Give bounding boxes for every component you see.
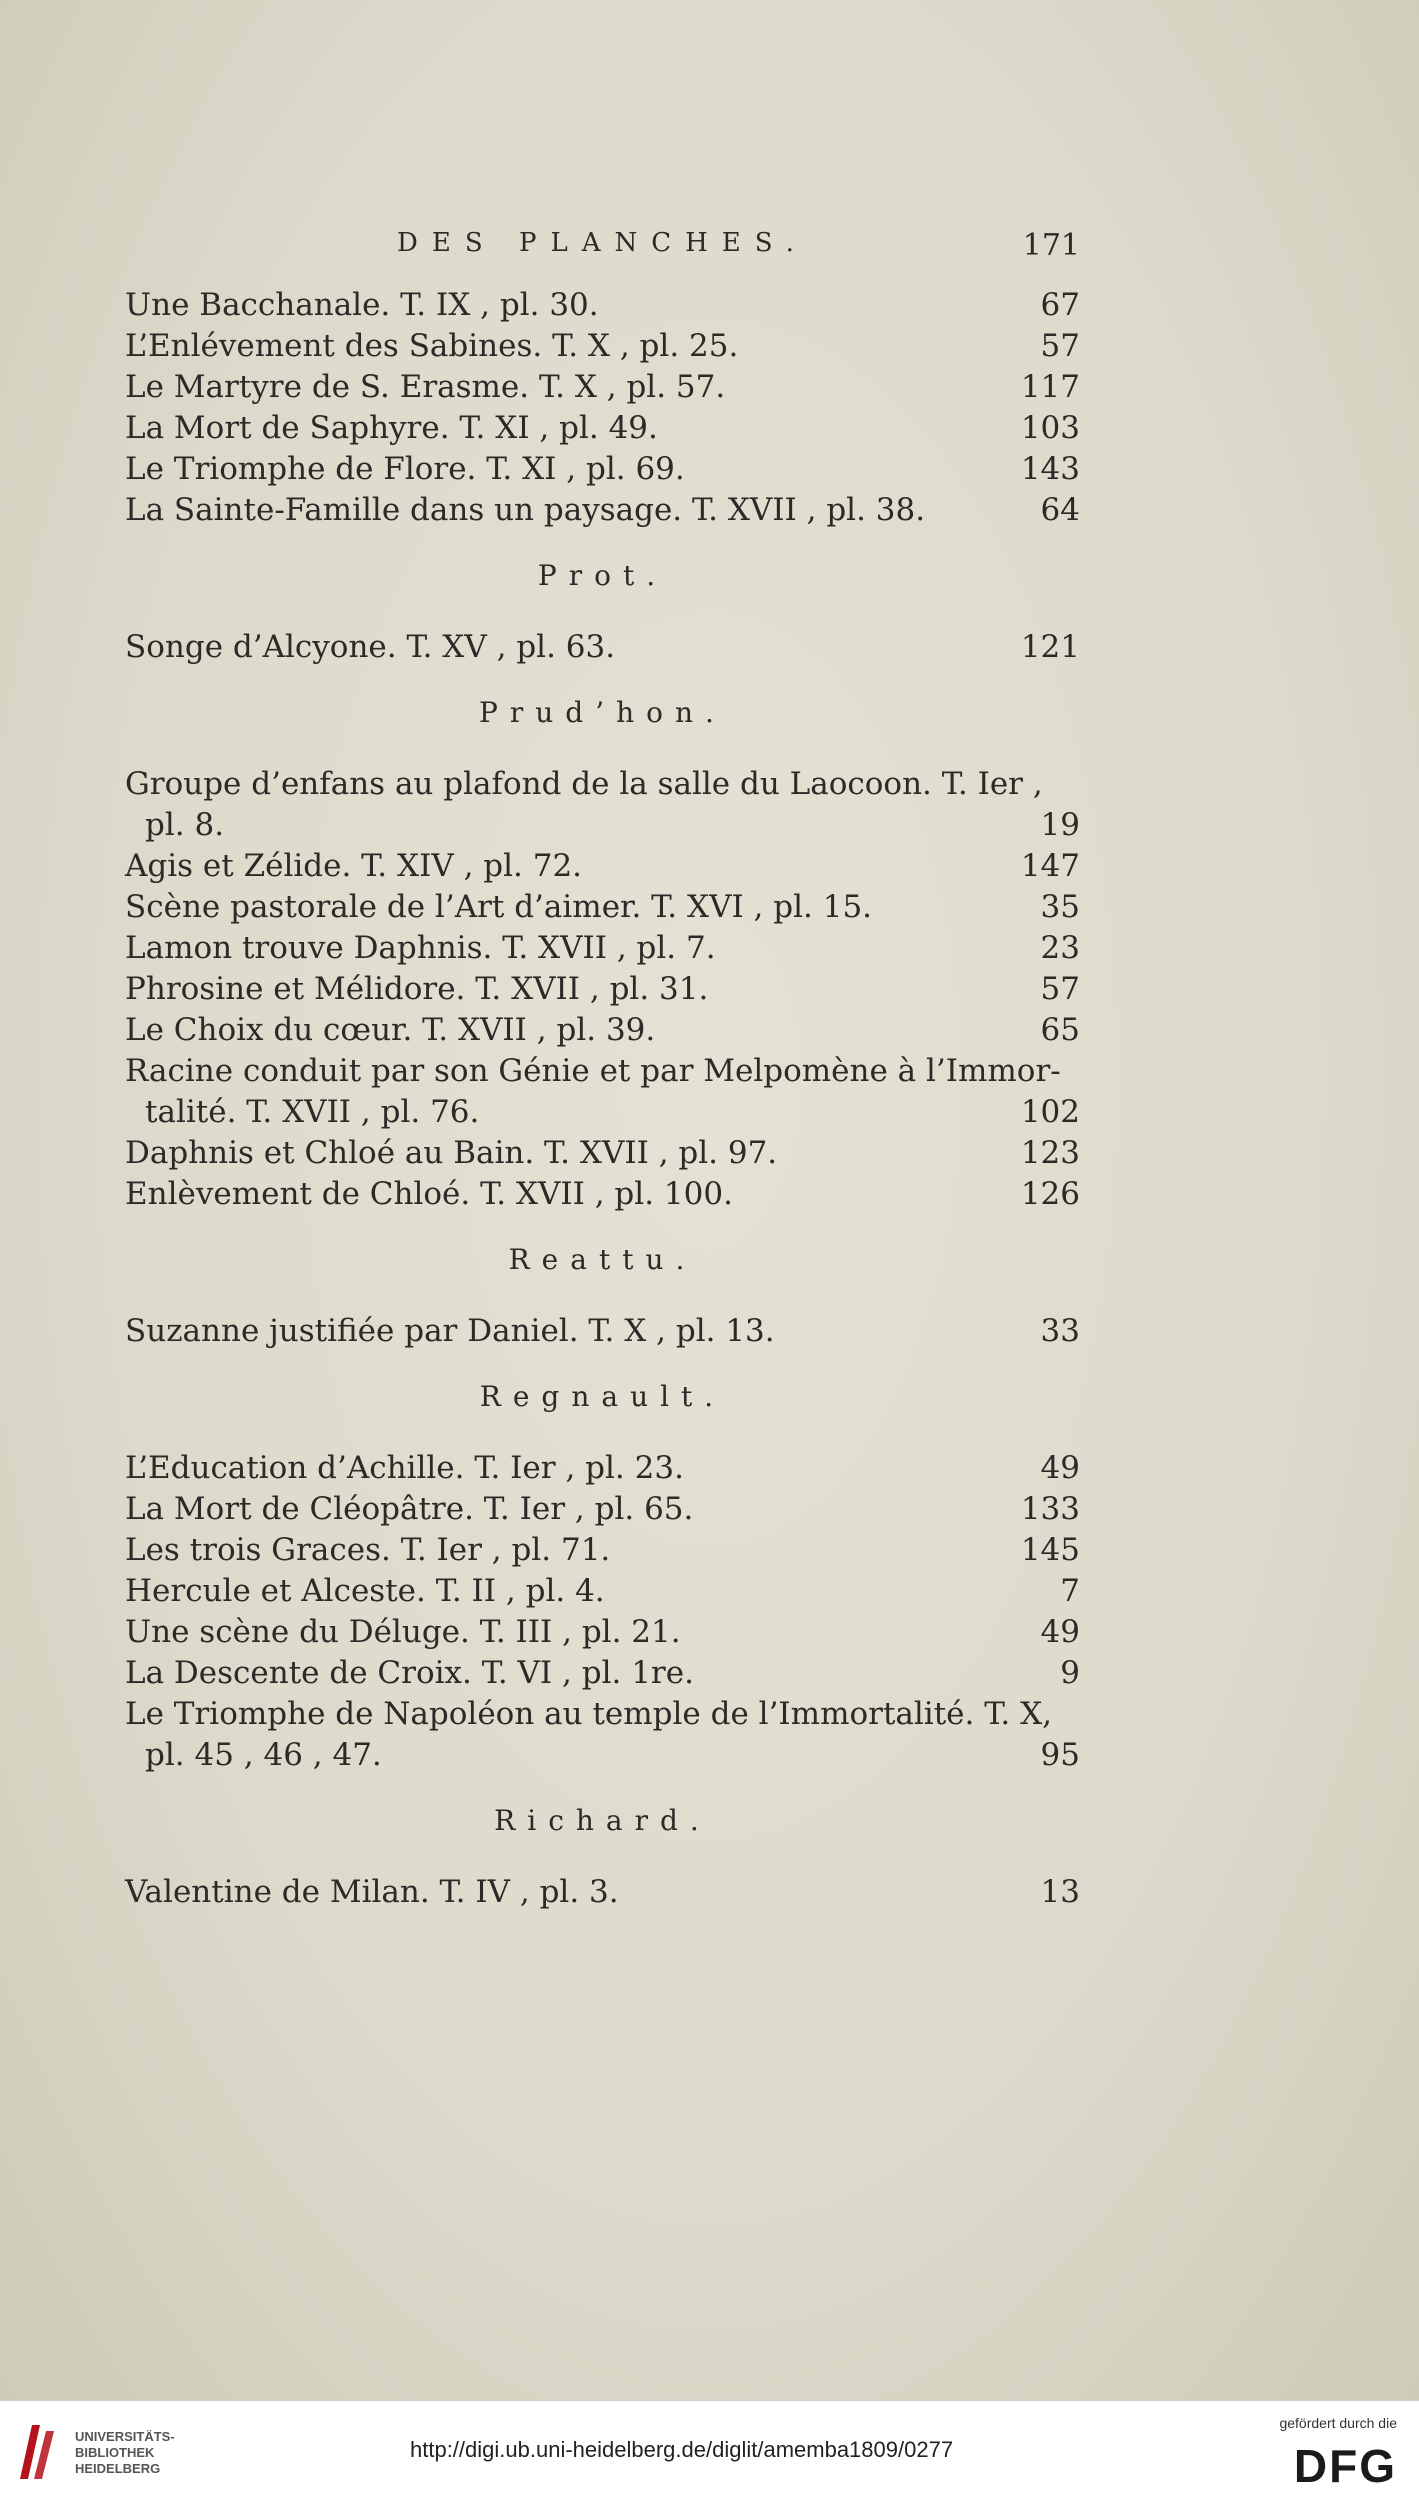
entry-title: Agis et Zélide. T. XIV , pl. 72. — [125, 848, 583, 884]
dfg-logo: DFG — [1293, 2440, 1397, 2492]
index-entry — [125, 367, 1080, 408]
entry-title: La Sainte-Famille dans un paysage. T. XVII , pl. 38. — [125, 492, 926, 528]
artist-heading: Regnault. — [479, 1380, 726, 1413]
index-entry — [125, 1872, 1080, 1913]
index-entry — [125, 1311, 1080, 1352]
entry-title: Le Triomphe de Napoléon au temple de l’Immortalité. T. X, — [125, 1696, 1052, 1732]
index-entry — [125, 1571, 1080, 1612]
entry-page-ref: 123 — [1020, 1135, 1080, 1171]
entry-page-ref: 64 — [1040, 492, 1080, 528]
entry-title: La Descente de Croix. T. VI , pl. 1re. — [125, 1655, 694, 1691]
artist-heading: Prud’hon. — [479, 696, 726, 729]
library-name — [75, 2429, 175, 2477]
entry-page-ref: 57 — [1040, 971, 1080, 1007]
index-entry — [125, 1489, 1080, 1530]
entry-page-ref: 23 — [1040, 930, 1080, 966]
entry-title: Valentine de Milan. T. IV , pl. 3. — [125, 1874, 619, 1910]
entry-page-ref: 145 — [1020, 1532, 1080, 1568]
library-line: BIBLIOTHEK — [75, 2445, 155, 2460]
entry-page-ref: 57 — [1040, 328, 1080, 364]
entry-title: Scène pastorale de l’Art d’aimer. T. XVI , pl. 15. — [125, 889, 873, 925]
artist-heading: Richard. — [494, 1804, 711, 1837]
page-number: 171 — [1022, 228, 1080, 263]
entry-title-continuation: talité. T. XVII , pl. 76. — [145, 1094, 480, 1130]
index-entry — [125, 887, 1080, 928]
funder-note: gefördert durch die — [1279, 2415, 1397, 2431]
index-entry — [125, 1448, 1080, 1489]
entry-page-ref: 147 — [1020, 848, 1080, 884]
index-entry — [125, 490, 1080, 531]
library-seal-icon — [12, 2419, 62, 2485]
index-entry — [125, 1133, 1080, 1174]
entry-title: Une scène du Déluge. T. III , pl. 21. — [125, 1614, 681, 1650]
running-title: DES PLANCHES. — [397, 228, 808, 258]
index-entry — [125, 285, 1080, 326]
index-entry — [125, 846, 1080, 887]
entry-title: Phrosine et Mélidore. T. XVII , pl. 31. — [125, 971, 709, 1007]
entry-title: Le Choix du cœur. T. XVII , pl. 39. — [125, 1012, 656, 1048]
artist-heading: Reattu. — [508, 1243, 697, 1276]
entry-title: Une Bacchanale. T. IX , pl. 30. — [125, 287, 599, 323]
entry-title: L’Education d’Achille. T. Ier , pl. 23. — [125, 1450, 684, 1486]
library-line: HEIDELBERG — [75, 2461, 161, 2476]
entry-title: Groupe d’enfans au plafond de la salle du Laocoon. T. Ier , — [125, 766, 1043, 802]
index-entry — [125, 764, 1080, 846]
entry-title-continuation: pl. 45 , 46 , 47. — [145, 1737, 382, 1773]
index-entry — [125, 928, 1080, 969]
index-entry — [125, 408, 1080, 449]
viewer-footer — [0, 2400, 1419, 2504]
entry-page-ref: 49 — [1040, 1450, 1080, 1486]
entry-title: L’Enlévement des Sabines. T. X , pl. 25. — [125, 328, 739, 364]
page-header — [125, 228, 1080, 278]
entry-page-ref: 143 — [1020, 451, 1080, 487]
entry-title: La Mort de Saphyre. T. XI , pl. 49. — [125, 410, 658, 446]
entry-title: Le Martyre de S. Erasme. T. X , pl. 57. — [125, 369, 726, 405]
entry-title: Le Triomphe de Flore. T. XI , pl. 69. — [125, 451, 685, 487]
index-entry — [125, 1612, 1080, 1653]
permalink-url[interactable]: http://digi.ub.uni-heidelberg.de/diglit/amemba1809/0277 — [410, 2437, 954, 2462]
entry-title: Songe d’Alcyone. T. XV , pl. 63. — [125, 629, 616, 665]
entry-page-ref: 102 — [1020, 1094, 1080, 1130]
entry-title-continuation: pl. 8. — [145, 807, 225, 843]
entry-title: Enlèvement de Chloé. T. XVII , pl. 100. — [125, 1176, 733, 1212]
entry-title: La Mort de Cléopâtre. T. Ier , pl. 65. — [125, 1491, 694, 1527]
index-entry — [125, 969, 1080, 1010]
index-entry — [125, 1694, 1080, 1776]
entry-page-ref: 33 — [1040, 1313, 1080, 1349]
artist-heading: Prot. — [537, 559, 668, 592]
library-line: UNIVERSITÄTS- — [75, 2429, 175, 2444]
entry-page-ref: 19 — [1040, 807, 1080, 843]
entry-page-ref: 117 — [1020, 369, 1080, 405]
entry-page-ref: 35 — [1040, 889, 1080, 925]
entry-page-ref: 126 — [1020, 1176, 1080, 1212]
entry-title: Hercule et Alceste. T. II , pl. 4. — [125, 1573, 605, 1609]
entry-page-ref: 133 — [1020, 1491, 1080, 1527]
entry-title: Daphnis et Chloé au Bain. T. XVII , pl. 97. — [125, 1135, 778, 1171]
entry-page-ref: 7 — [1060, 1573, 1080, 1609]
entry-page-ref: 65 — [1040, 1012, 1080, 1048]
index-entry — [125, 1653, 1080, 1694]
entry-title: Suzanne justifiée par Daniel. T. X , pl. 13. — [125, 1313, 775, 1349]
entry-title: Lamon trouve Daphnis. T. XVII , pl. 7. — [125, 930, 716, 966]
entry-page-ref: 121 — [1020, 629, 1080, 665]
entry-page-ref: 95 — [1040, 1737, 1080, 1773]
entry-page-ref: 13 — [1040, 1874, 1080, 1910]
index-entry — [125, 1051, 1080, 1133]
index-entry — [125, 1010, 1080, 1051]
index-entry — [125, 1174, 1080, 1215]
entry-title: Les trois Graces. T. Ier , pl. 71. — [125, 1532, 611, 1568]
index-entry — [125, 1530, 1080, 1571]
entry-page-ref: 67 — [1040, 287, 1080, 323]
entry-title: Racine conduit par son Génie et par Melpomène à l’Immor- — [125, 1053, 1061, 1089]
entry-page-ref: 49 — [1040, 1614, 1080, 1650]
entry-page-ref: 103 — [1020, 410, 1080, 446]
index-entry — [125, 627, 1080, 668]
entry-page-ref: 9 — [1060, 1655, 1080, 1691]
index-entry — [125, 449, 1080, 490]
index-entry — [125, 326, 1080, 367]
